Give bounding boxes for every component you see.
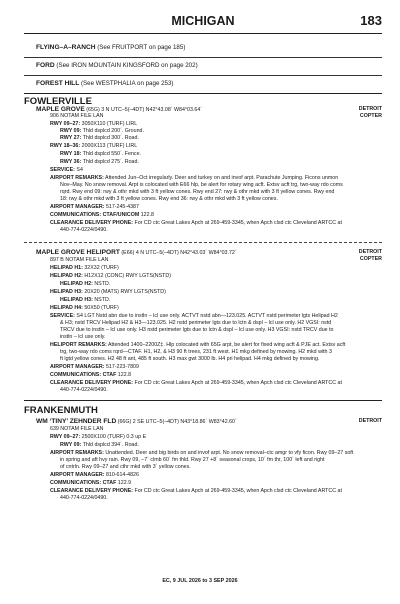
zehnder-clearance: CLEARANCE DELIVERY PHONE: For CD ctc Great Lakes Apch at 269-459-3345, when Apch clsd ctc Cleveland ARTCC at — [50, 488, 342, 494]
header-rule — [24, 33, 382, 34]
zehnder-elev-notam: 639 NOTAM FILE LAN — [50, 426, 104, 432]
heliport-clearance: CLEARANCE DELIVERY PHONE: For CD ctc Great Lakes Apch at 269-459-3345, when Apch clsd ctc Cleveland ARTCC at — [50, 380, 342, 386]
heliport-comms: COMMUNICATIONS: CTAF 122.8 — [50, 372, 132, 378]
helipad-h2: HELIPAD H2: H12X12 (CONC) RWY LGTS(NSTD) — [50, 273, 171, 279]
airport-title-heliport: MAPLE GROVE HELIPORT (E66) 4 N UTC–5(–4DT) N42°43.03´ W84°03.72´ — [36, 249, 237, 256]
heliport-service: SERVICE: S4 LGT Nstd abn due to instln – lcl use only. ACTVT nstd abn—123.025. ACTVT nstd perimeter lgts Helipad H2 — [50, 313, 338, 319]
heliport-remarks-cont: ft lgtd yellow cones. H2 48 ft ant, 485 ft south. H3 max gwt 3000 lb. H4 pri helipad. H4 mkg defined by mowing. — [60, 356, 320, 362]
heliport-clearance-cont: 440-774-0224/0490. — [60, 387, 108, 393]
airport-remarks-cont: 18: rwy & othr mkd with 3 ft yellow cones. Rwy end 36: rwy & othr mkd with 3 ft yellow cones. — [60, 196, 278, 202]
airport-remarks-cont: rqrd. Rwy end 09: rwy & othr mkd with 3 ft yellow cones. Rwy end 27: rwy & othr mkd with 3 ft yellow cones. Rwy end — [60, 189, 335, 195]
helipad-h3: HELIPAD H3: 20X20 (MATS) RWY LGTS(NSTD) — [50, 289, 166, 295]
runway-18: RWY 18: Thld dsplcd 550´. Fence. — [60, 151, 141, 157]
xref-ford: FORD (See IRON MOUNTAIN KINGSFORD on page 202) — [36, 62, 198, 69]
helipad-h3-id: HELIPAD H3: NSTD. — [60, 297, 111, 303]
divider — [24, 57, 382, 58]
heliport-service-cont: & H3; nstd TRCV Helipad H2 & H3—123.025. H2 nstd perimeter lgts due to lctn & dspl – lcl use only. H2 VGSI: nstd — [60, 320, 332, 326]
page-header — [24, 12, 382, 30]
chart-refs: DETROIT COPTER — [358, 106, 382, 119]
helipad-h4: HELIPAD H4: 50X50 (TURF) — [50, 305, 119, 311]
zehnder-runway-09: RWY 09: Thld dsplcd 394´. Road. — [60, 442, 139, 448]
city-heading-fowlerville: FOWLERVILLE — [24, 96, 92, 107]
footer-effective-dates: EC, 9 JUL 2026 to 3 SEP 2026 — [162, 578, 238, 584]
heliport-service-cont: TRCV due to instln – lcl use only. H3 nstd perimeter lgts due to lctn & dspl – lcl use only. H3 VGSI: nstd TRCV due to — [60, 327, 334, 333]
zehnder-runway-0927: RWY 09–27: 2500X100 (TURF) 0.3 up E — [50, 434, 147, 440]
heliport-manager: AIRPORT MANAGER: 517-223-7809 — [50, 364, 139, 370]
zehnder-remarks: AIRPORT REMARKS: Unattended. Deer and big birds on and invof arpt. No snow removal–ctc amgr to vfy ficon. Rwy 09–27 soft — [50, 450, 354, 456]
zehnder-remarks-cont: in spring and aft hvy rain. Rwy 09, –7´ clmb 60´ fm thld. Rwy 27 +8´ seasonal crops, 10´ fm thr, 100´ left and right — [60, 457, 325, 463]
zehnder-manager: AIRPORT MANAGER: 810-614-4826 — [50, 472, 139, 478]
service: SERVICE: S4 — [50, 167, 83, 173]
dashed-divider — [24, 242, 382, 243]
helipad-h2-id: HELIPAD H2: NSTD. — [60, 281, 111, 287]
zehnder-clearance-cont: 440-774-0224/0490. — [60, 495, 108, 501]
runway-0927: RWY 09–27: 3050X110 (TURF) LIRL — [50, 121, 138, 127]
xref-flying-a-ranch: FLYING–A–RANCH (See FRUITPORT on page 185) — [36, 44, 186, 51]
airport-title-maple-grove: MAPLE GROVE (65G) 3 N UTC–5(–4DT) N42°43.08´ W84°03.64´ — [36, 106, 203, 113]
heliport-service-cont: instln – lcl use only. — [60, 334, 106, 340]
airport-manager: AIRPORT MANAGER: 517-245-4387 — [50, 204, 139, 210]
divider — [24, 400, 382, 401]
helipad-h1: HELIPAD H1: 32X32 (TURF) — [50, 265, 119, 271]
chart-refs: DETROIT — [358, 418, 382, 424]
heliport-elev-notam: 897 B NOTAM FILE LAN — [50, 257, 109, 263]
runway-09: RWY 09: Thld dsplcd 200´. Ground. — [60, 128, 144, 134]
heliport-remarks: HELIPORT REMARKS: Attended 1400–2200Z‡. Hlp colocated with 65G arpt, be alert for fixed wing acft & PJE act. Extsv acft — [50, 342, 346, 348]
divider — [24, 75, 382, 76]
runway-36: RWY 36: Thld dsplcd 275´. Road. — [60, 159, 139, 165]
xref-forest-hill: FOREST HILL (See WESTPHALIA on page 253) — [36, 80, 174, 87]
clearance-delivery-cont: 440-774-0224/0490. — [60, 227, 108, 233]
airport-elev-notam: 906 NOTAM FILE LAN — [50, 113, 104, 119]
zehnder-comms: COMMUNICATIONS: CTAF 122.9 — [50, 480, 132, 486]
clearance-delivery: CLEARANCE DELIVERY PHONE: For CD ctc Great Lakes Apch at 269-459-3345, when Apch clsd ctc Cleveland ARTCC at — [50, 220, 342, 226]
city-heading-frankenmuth: FRANKENMUTH — [24, 405, 98, 416]
state-title: MICHIGAN — [171, 14, 235, 28]
runway-1836: RWY 18–36: 2000X113 (TURF) LIRL — [50, 143, 138, 149]
airport-title-zehnder: WM ‘TINY’ ZEHNDER FLD (66G) 2 SE UTC–5(–4DT) N43°18.86´ W83°42.60´ — [36, 418, 237, 425]
airport-remarks: AIRPORT REMARKS: Attended Jun–Oct irregularly. Deer and turkey on and invof arpt. Parachute Jumping. Ficons unmon — [50, 175, 339, 181]
page-number: 183 — [360, 13, 382, 28]
zehnder-remarks-cont: of cntrln. Rwy 09–27 and cthr mkd with 3´ yellow cones. — [60, 464, 191, 470]
communications: COMMUNICATIONS: CTAF/UNICOM 122.8 — [50, 212, 154, 218]
heliport-remarks-cont: trg, two-way rdo coms rqrd—CTAF. H1, H2, & H3 90 ft trees, 231 ft west. H1 mkg defined by mowing. H2 mkd with 3 — [60, 349, 332, 355]
runway-27: RWY 27: Thld dsplcd 300´. Road. — [60, 135, 139, 141]
divider — [24, 93, 382, 94]
chart-refs: DETROIT COPTER — [358, 249, 382, 262]
airport-remarks-cont: Nov–May. No snow removal. Arpt is colocated with E66 hlp, be alert for rotary wing acft. Extsv acft trg, two-way rdo coms — [60, 182, 343, 188]
